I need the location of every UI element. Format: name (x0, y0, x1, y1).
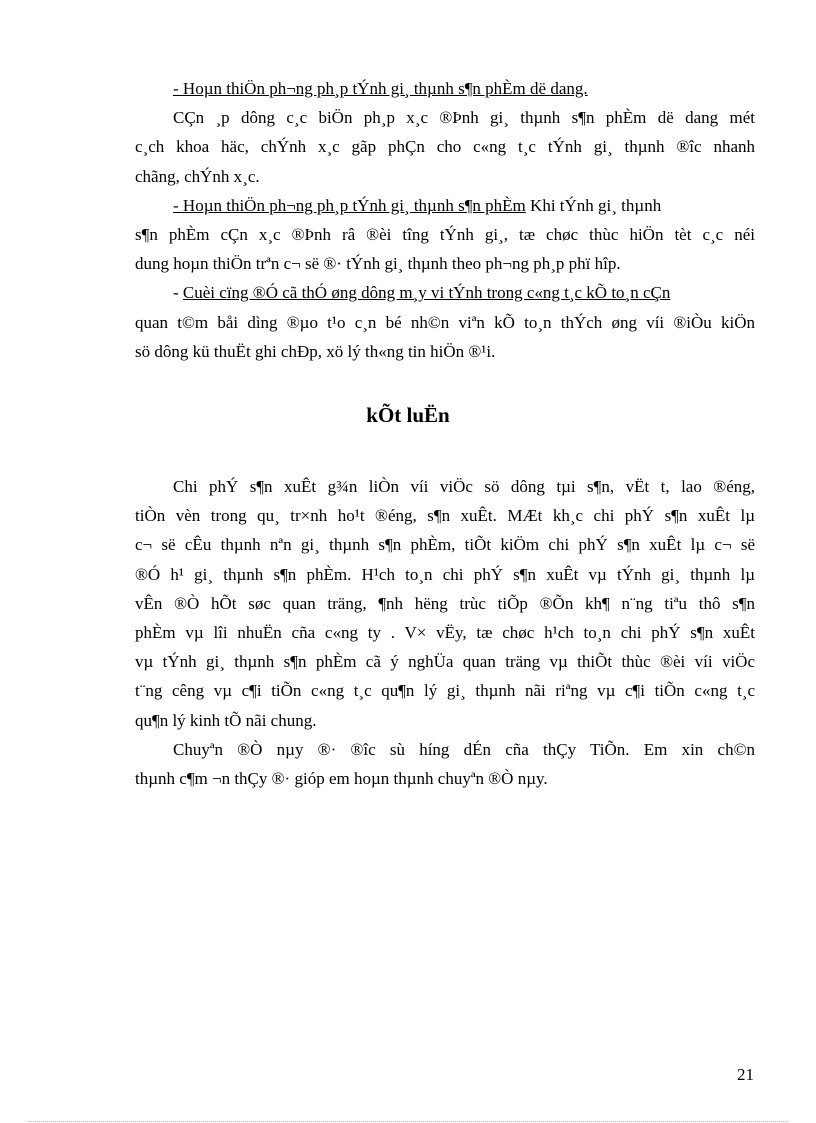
section-conclusion (135, 472, 755, 793)
section-recommendations (135, 74, 755, 366)
text-line: quan t©m båi dìng ®µo t¹o c¸n bé nh©n viªn kÕ to¸n thÝch øng víi ®iÒu kiÖn (135, 312, 755, 332)
text-line: phÈm vµ lîi nhuËn cña c«ng ty . V× vËy, tæ chøc h¹ch to¸n chi phÝ s¶n xuÊt (135, 622, 755, 642)
text-line: thµnh c¶m ¬n thÇy ®· gióp em hoµn thµnh chuyªn ®Ò nµy. (135, 768, 548, 788)
paragraph-heading-wip-costing: - Hoµn thiÖn ph¬ng ph¸p tÝnh gi¸ thµnh s¶n phÈm dë dang. (173, 79, 588, 98)
text-line: CÇn ¸p dông c¸c biÖn ph¸p x¸c ®Þnh gi¸ thµnh s¶n phÈm dë dang mét (173, 108, 755, 128)
text-line: tiÒn vèn trong qu¸ tr×nh ho¹t ®éng, s¶n xuÊt. MÆt kh¸c chi phÝ s¶n xuÊt lµ (135, 506, 755, 526)
text-line: sö dông kü thuËt ghi chÐp, xö lý th«ng tin hiÖn ®¹i. (135, 341, 496, 361)
text-line: vÊn ®Ò hÕt søc quan träng, ¶nh hëng trùc tiÕp ®Õn kh¶ n¨ng tiªu thô s¶n (135, 593, 755, 613)
paragraph-heading-product-costing: - Hoµn thiÖn ph¬ng ph¸p tÝnh gi¸ thµnh s¶n phÈm Khi tÝnh gi¸ thµnh (173, 195, 662, 215)
page-bottom-divider (28, 1121, 788, 1122)
text-line: ®Ó h¹ gi¸ thµnh s¶n phÈm. H¹ch to¸n chi phÝ s¶n xuÊt vµ tÝnh gi¸ thµnh lµ (135, 564, 755, 584)
text-line: c¬ së cÊu thµnh nªn gi¸ thµnh s¶n phÈm, tiÕt kiÖm chi phÝ s¶n xuÊt lµ c¬ së (135, 535, 755, 555)
text-line: t¨ng cêng vµ c¶i tiÕn c«ng t¸c qu¶n lý gi¸ thµnh nãi riªng vµ c¶i tiÕn c«ng t¸c (135, 681, 755, 701)
text-line: vµ tÝnh gi¸ thµnh s¶n phÈm cã ý nghÜa quan träng vµ thiÕt thùc ®èi víi viÖc (135, 652, 755, 672)
text-line: qu¶n lý kinh tÕ nãi chung. (135, 710, 317, 730)
text-line: chãng, chÝnh x¸c. (135, 166, 260, 186)
text-line: s¶n phÈm cÇn x¸c ®Þnh râ ®èi tîng tÝnh gi¸, tæ chøc thùc hiÖn tèt c¸c néi (135, 224, 755, 244)
text-line: Chi phÝ s¶n xuÊt g¾n liÒn víi viÖc sö dông tµi s¶n, vËt t, lao ®éng, (173, 477, 755, 496)
conclusion-title: kÕt luËn (366, 403, 450, 427)
text-line: Chuyªn ®Ò nµy ®· ®îc sù híng dÉn cña thÇy TiÕn. Em xin ch©n (173, 739, 755, 759)
page-number: 21 (737, 1065, 754, 1084)
text-line: dung hoµn thiÖn trªn c¬ së ®· tÝnh gi¸ thµnh theo ph¬ng ph¸p phï hîp. (135, 254, 621, 274)
paragraph-computerization: - Cuèi cïng ®Ó cã thÓ øng dông m¸y vi tÝnh trong c«ng t¸c kÕ to¸n cÇn (173, 283, 671, 303)
text-line: c¸ch khoa häc, chÝnh x¸c gãp phÇn cho c«ng t¸c tÝnh gi¸ thµnh ®îc nhanh (135, 137, 755, 157)
